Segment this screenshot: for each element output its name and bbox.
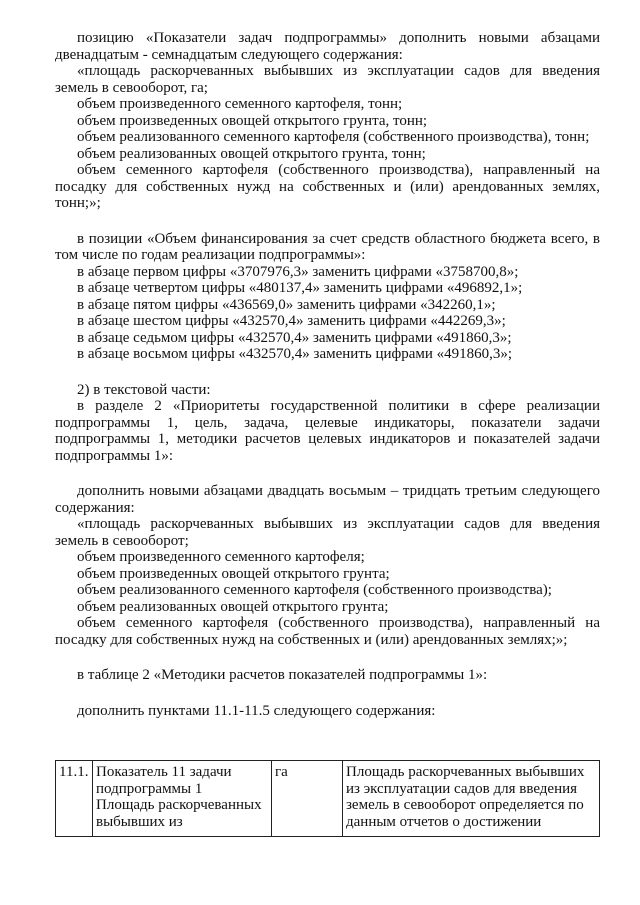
method-line: земель в севооборот определяется по bbox=[346, 797, 584, 813]
list-line: посадку для собственных нужд на собственных и (или) арендованных землях, bbox=[55, 178, 600, 195]
list-line: в абзаце первом цифры «3707976,3» заменить цифрами «3758700,8»; bbox=[77, 263, 519, 280]
document-body bbox=[55, 30, 600, 719]
list-line: объем произведенных овощей открытого грунта, тонн; bbox=[77, 112, 428, 129]
list-line: объем произведенных овощей открытого грунта; bbox=[77, 565, 390, 582]
row-number: 11.1. bbox=[59, 764, 89, 780]
table-cell-unit bbox=[272, 761, 343, 837]
paragraph-line: в позиции «Объем финансирования за счет средств областного бюджета всего, в bbox=[77, 230, 600, 247]
list-line: объем реализованного семенного картофеля (собственного производства); bbox=[77, 582, 552, 598]
paragraph-line: том числе по годам реализации подпрограммы»: bbox=[55, 247, 366, 263]
list-line: объем произведенного семенного картофеля; bbox=[77, 549, 365, 565]
paragraph-line: дополнить пунктами 11.1-11.5 следующего содержания: bbox=[77, 702, 436, 719]
table-row bbox=[56, 761, 600, 837]
list-line: объем реализованных овощей открытого грунта, тонн; bbox=[77, 145, 426, 162]
paragraph-line: двенадцатым - семнадцатым следующего содержания: bbox=[55, 46, 403, 63]
paragraph-line: подпрограммы 1, цель, задача, целевые индикаторы, показатели задачи bbox=[55, 414, 600, 431]
table-cell-method bbox=[343, 761, 600, 837]
list-line: земель в севооборот, га; bbox=[55, 79, 208, 96]
paragraph-line: в разделе 2 «Приоритеты государственной политики в сфере реализации bbox=[77, 398, 600, 414]
table-cell-indicator bbox=[93, 761, 272, 837]
list-line: объем семенного картофеля (собственного производства), направленный на bbox=[77, 615, 600, 631]
list-line: посадку для собственных нужд на собственных и (или) арендованных землях;»; bbox=[55, 631, 568, 648]
list-line: в абзаце шестом цифры «432570,4» заменить цифрами «442269,3»; bbox=[77, 313, 506, 329]
list-line: в абзаце пятом цифры «436569,0» заменить цифрами «342260,1»; bbox=[77, 296, 496, 313]
list-line: объем реализованного семенного картофеля (собственного производства), тонн; bbox=[77, 129, 590, 145]
paragraph-line: в таблице 2 «Методики расчетов показателей подпрограммы 1»: bbox=[77, 667, 488, 683]
methods-table bbox=[55, 760, 600, 837]
paragraph-line: содержания: bbox=[55, 499, 135, 516]
list-line: тонн;»; bbox=[55, 195, 101, 211]
indicator-line: Показатель 11 задачи bbox=[96, 764, 232, 780]
list-line: земель в севооборот; bbox=[55, 532, 189, 549]
list-line: объем произведенного семенного картофеля, тонн; bbox=[77, 96, 403, 112]
indicator-line: выбывших из bbox=[96, 813, 183, 830]
method-line: из эксплуатации садов для введения bbox=[346, 780, 578, 797]
paragraph-line: дополнить новыми абзацами двадцать восьмым – тридцать третьим следующего bbox=[77, 483, 600, 499]
paragraph-line: позицию «Показатели задач подпрограммы» дополнить новыми абзацами bbox=[77, 30, 600, 46]
paragraph-line: подпрограммы 1, методики расчетов целевых индикаторов и показателей задачи bbox=[55, 431, 600, 447]
list-line: объем реализованных овощей открытого грунта; bbox=[77, 598, 389, 615]
paragraph-line: 2) в текстовой части: bbox=[77, 381, 211, 398]
method-line: данным отчетов о достижении bbox=[346, 813, 542, 830]
method-line: Площадь раскорчеванных выбывших bbox=[346, 764, 585, 780]
indicator-line: Площадь раскорчеванных bbox=[96, 797, 262, 813]
list-line: в абзаце седьмом цифры «432570,4» заменить цифрами «491860,3»; bbox=[77, 329, 512, 346]
list-line: «площадь раскорчеванных выбывших из эксплуатации садов для введения bbox=[77, 516, 600, 532]
list-line: объем семенного картофеля (собственного производства), направленный на bbox=[77, 162, 600, 178]
table-cell-number bbox=[56, 761, 93, 837]
indicator-line: подпрограммы 1 bbox=[96, 780, 203, 797]
unit: га bbox=[275, 764, 288, 780]
list-line: в абзаце четвертом цифры «480137,4» заменить цифрами «496892,1»; bbox=[77, 280, 523, 296]
list-line: в абзаце восьмом цифры «432570,4» заменить цифрами «491860,3»; bbox=[77, 346, 513, 362]
paragraph-line: подпрограммы 1»: bbox=[55, 447, 174, 464]
list-line: «площадь раскорчеванных выбывших из эксплуатации садов для введения bbox=[77, 63, 600, 79]
